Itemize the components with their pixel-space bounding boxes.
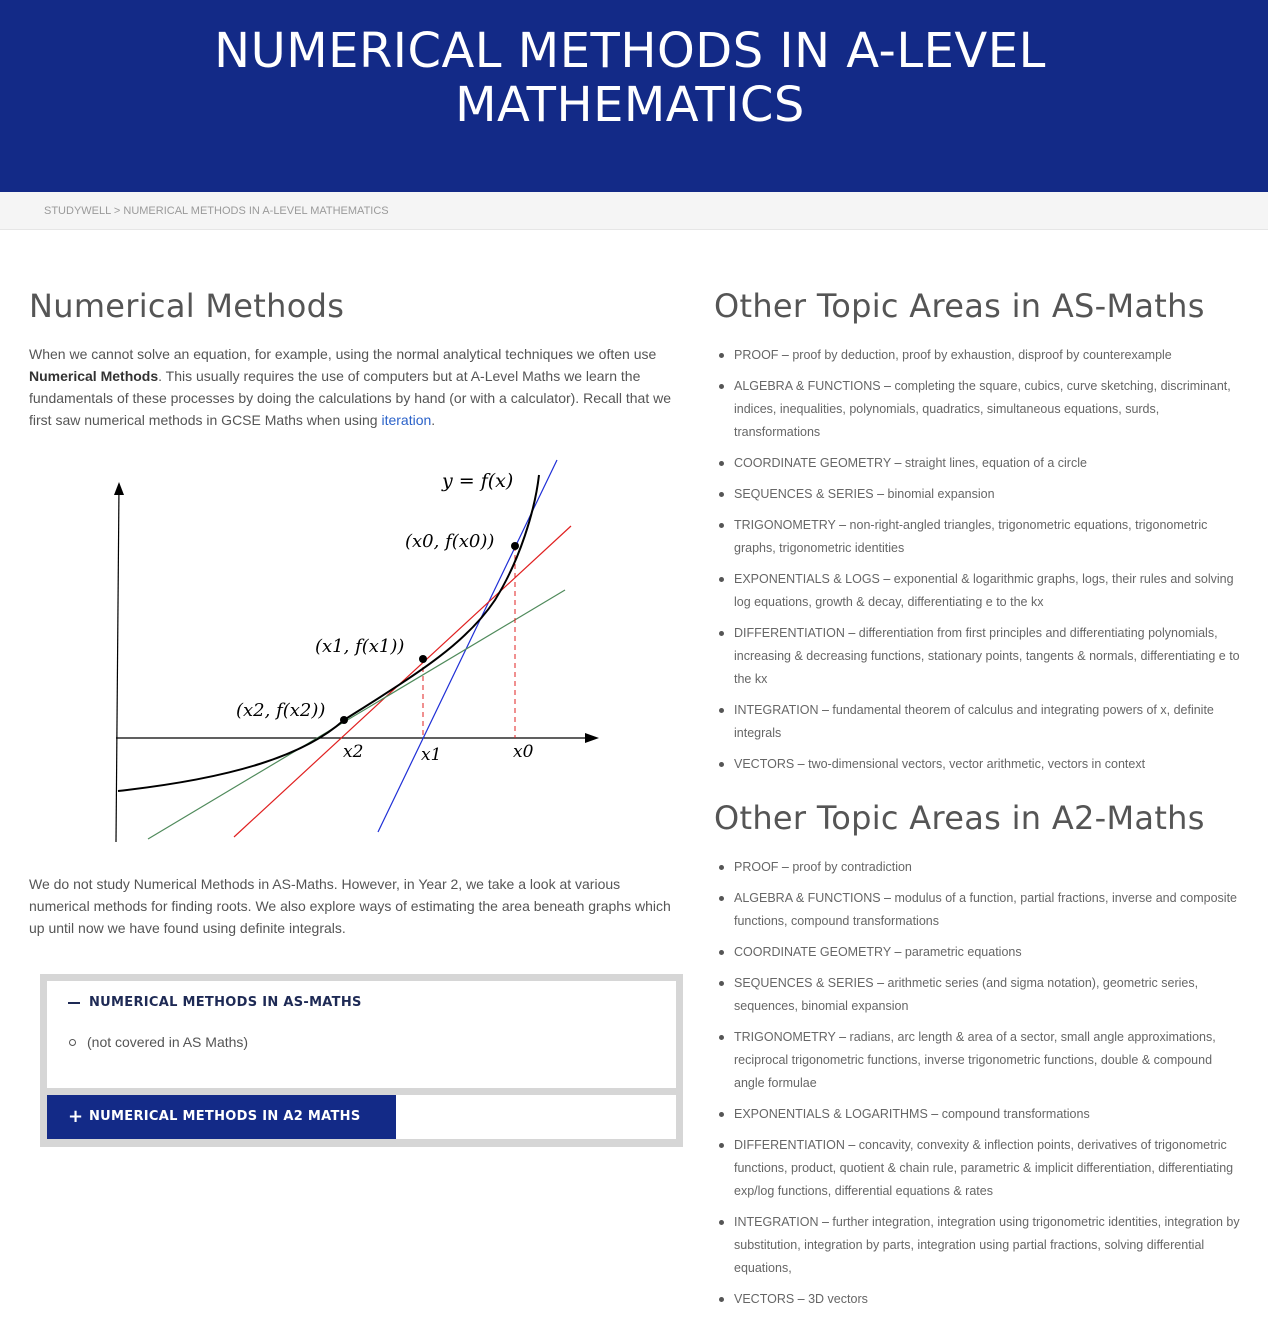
a2-topics-list [714,856,1244,1311]
topic-description[interactable]: non-right-angled triangles, trigonometric equations, trigonometric graphs, trigonometric identities [734,518,1208,555]
page-title: NUMERICAL METHODS IN A-LEVEL MATHEMATICS [214,23,1046,133]
topic-dash: – [778,348,793,362]
intro-text-2: . This usually requires the use of computers but at A-Level Maths we learn the fundamentals of these processes by doing the calculations by hand (or with a calculator). Recall that we first saw numerical methods in GCSE Maths when using [29,368,672,428]
topic-item [714,452,1244,475]
topic-link[interactable]: VECTORS [734,757,795,771]
topic-item [714,1211,1244,1280]
topic-description[interactable]: exponential & logarithmic graphs, logs, their rules and solving log equations, growth & decay, differentiating e to the kx [734,572,1234,609]
topic-link[interactable]: EXPONENTIALS & LOGARITHMS [734,1107,928,1121]
topic-dash: – [890,945,905,959]
curve-label: y = f(x) [442,470,514,492]
topic-description[interactable]: concavity, convexity & inflection points, derivatives of trigonometric functions, product, quotient & chain rule, parametric & implicit differentiation, differentiating exp/log functions, differential equations & rates [734,1138,1234,1198]
topic-item [714,375,1244,444]
topic-dash: – [873,976,888,990]
topic-link[interactable]: INTEGRATION [734,703,819,717]
topic-dash: – [818,703,833,717]
breadcrumb-separator: > [110,205,124,217]
point-x2 [340,716,348,724]
topic-link[interactable]: TRIGONOMETRY [734,518,836,532]
topic-description[interactable]: 3D vectors [808,1292,868,1306]
topic-link[interactable]: SEQUENCES & SERIES [734,487,874,501]
topic-dash: – [835,1030,850,1044]
topic-sidebar [714,286,1244,1319]
topic-description[interactable]: proof by deduction, proof by exhaustion, disproof by counterexample [792,348,1172,362]
topic-link[interactable]: ALGEBRA & FUNCTIONS [734,379,881,393]
accordion-body-as [47,1025,676,1088]
topic-item [714,483,1244,506]
topic-item [714,972,1244,1018]
topic-dash: – [879,572,894,586]
x1-tick-label: x1 [421,745,442,765]
topic-link[interactable]: SEQUENCES & SERIES [734,976,874,990]
topic-item [714,1026,1244,1095]
topic-description[interactable]: modulus of a function, partial fractions, inverse and composite functions, compound transformations [734,891,1238,928]
y-axis-arrow [114,482,124,495]
x-axis-arrow [585,733,599,743]
topic-item [714,753,1244,776]
intro-paragraph [29,343,681,431]
topic-link[interactable]: INTEGRATION [734,1215,819,1229]
topic-link[interactable]: VECTORS [734,1292,795,1306]
accordion [40,974,683,1147]
topic-link[interactable]: DIFFERENTIATION [734,1138,845,1152]
y-axis [116,486,119,842]
topic-item [714,568,1244,614]
topic-item [714,514,1244,560]
function-curve [118,475,539,791]
point-x0 [511,542,519,550]
topic-item [714,1103,1244,1126]
breadcrumb-home-link[interactable]: STUDYWELL [44,205,111,217]
topic-link[interactable]: PROOF [734,860,779,874]
topic-description[interactable]: compound transformations [941,1107,1090,1121]
topic-link[interactable]: EXPONENTIALS & LOGS [734,572,880,586]
topic-dash: – [873,487,888,501]
topic-description[interactable]: completing the square, cubics, curve sketching, discriminant, indices, inequalities, polynomials, quadratics, simultaneous equations, surds, transformations [734,379,1231,439]
accordion-title-as: NUMERICAL METHODS IN AS-MATHS [89,995,362,1010]
topic-link[interactable]: PROOF [734,348,779,362]
point-x1-label: (x1, f(x1)) [315,636,405,657]
topic-description[interactable]: further integration, integration using trigonometric identities, integration by substitution, integration by parts, integration using partial fractions, solving differential equations, [734,1215,1240,1275]
intro-text-3: . [431,412,436,428]
topic-item [714,699,1244,745]
topic-item [714,622,1244,691]
section-heading: Numerical Methods [29,287,345,325]
accordion-item-as: (not covered in AS Maths) [87,1034,249,1050]
point-x0-label: (x0, f(x0)) [405,531,495,552]
x2-tick-label: x2 [343,742,364,762]
plus-icon: + [68,1106,84,1127]
newton-raphson-svg [85,450,605,850]
topic-item [714,887,1244,933]
point-x1 [419,655,427,663]
topic-dash: – [844,626,859,640]
breadcrumb [0,192,1268,230]
topic-item [714,941,1244,964]
as-topics-heading: Other Topic Areas in AS-Maths [714,287,1205,325]
point-x2-label: (x2, f(x2)) [236,700,326,721]
intro-bold-term: Numerical Methods [29,368,159,384]
topic-dash: – [778,860,793,874]
topic-item [714,1134,1244,1203]
accordion-header-a2[interactable] [47,1095,676,1139]
topic-link[interactable]: COORDINATE GEOMETRY [734,945,891,959]
accordion-panel-as [47,981,676,1088]
topic-item [714,856,1244,879]
body-paragraph: We do not study Numerical Methods in AS-Maths. However, in Year 2, we take a look at various numerical methods for finding roots. We also explore ways of estimating the area beneath graphs which up until now we have found using definite integrals. [29,876,671,936]
topic-link[interactable]: COORDINATE GEOMETRY [734,456,891,470]
minus-icon [68,1002,80,1004]
topic-description[interactable]: radians, arc length & area of a sector, small angle approximations, reciprocal trigonometric functions, inverse trigonometric functions, double & compound angle formulae [734,1030,1216,1090]
topic-description[interactable]: two-dimensional vectors, vector arithmetic, vectors in context [808,757,1146,771]
topic-link[interactable]: DIFFERENTIATION [734,626,845,640]
topic-link[interactable]: TRIGONOMETRY [734,1030,836,1044]
accordion-header-as[interactable] [47,981,676,1025]
iteration-link[interactable]: iteration [381,412,432,428]
as-topics-list [714,344,1244,776]
topic-description[interactable]: proof by contradiction [792,860,912,874]
accordion-title-a2: NUMERICAL METHODS IN A2 MATHS [89,1109,361,1124]
tangent-at-x2 [148,590,565,839]
topic-dash: – [927,1107,942,1121]
topic-dash: – [890,456,905,470]
page-hero [0,0,1268,192]
topic-dash: – [794,1292,809,1306]
topic-dash: – [844,1138,859,1152]
intro-text-1: When we cannot solve an equation, for example, using the normal analytical techniques we often use [29,346,657,362]
a2-topics-heading: Other Topic Areas in A2-Maths [714,799,1205,837]
topic-description[interactable]: fundamental theorem of calculus and integrating powers of x, definite integrals [734,703,1214,740]
x0-tick-label: x0 [513,742,534,762]
topic-dash: – [818,1215,833,1229]
circle-bullet-icon [69,1039,76,1046]
topic-description[interactable]: straight lines, equation of a circle [904,456,1087,470]
topic-description[interactable]: arithmetic series (and sigma notation), geometric series, sequences, binomial expansion [734,976,1199,1013]
topic-dash: – [880,891,895,905]
topic-item [714,344,1244,367]
main-content [29,286,681,431]
topic-item [714,1288,1244,1311]
topic-dash: – [880,379,895,393]
newton-raphson-diagram [85,450,605,850]
breadcrumb-current: NUMERICAL METHODS IN A-LEVEL MATHEMATICS [123,205,389,217]
topic-description[interactable]: binomial expansion [887,487,995,501]
topic-link[interactable]: ALGEBRA & FUNCTIONS [734,891,881,905]
topic-description[interactable]: differentiation from first principles and differentiating polynomials, increasing & decreasing functions, stationary points, tangents & normals, differentiating e to the kx [734,626,1240,686]
topic-description[interactable]: parametric equations [904,945,1022,959]
topic-dash: – [835,518,850,532]
topic-dash: – [794,757,809,771]
